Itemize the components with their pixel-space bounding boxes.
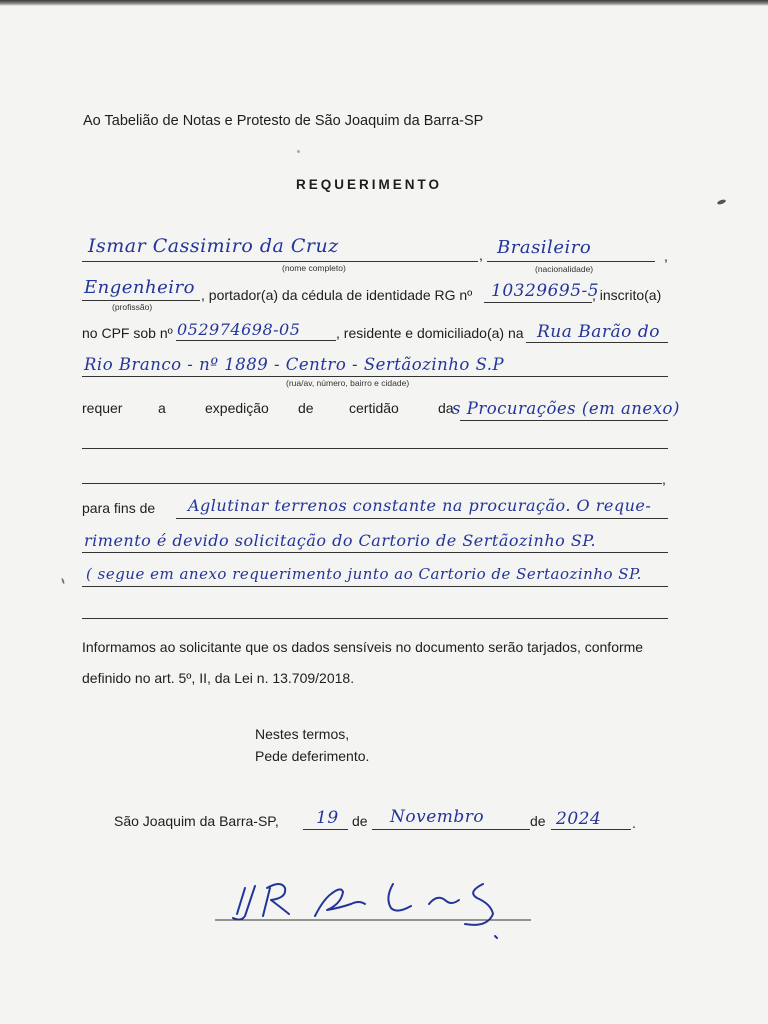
purpose-rule-1 xyxy=(176,518,668,519)
residence-label: , residente e domiciliado(a) na xyxy=(336,325,524,341)
comma: , xyxy=(479,247,483,263)
addressee: Ao Tabelião de Notas e Protesto de São Joaquim da Barra-SP xyxy=(83,113,484,129)
date-de-2: de xyxy=(530,813,546,829)
purpose-line-2: rimento é devido solicitação do Cartorio de Sertãozinho SP. xyxy=(84,531,596,550)
nationality-line xyxy=(487,261,655,262)
profession-line xyxy=(82,300,200,301)
page-title: REQUERIMENTO xyxy=(296,177,443,192)
purpose-line-3: ( segue em anexo requerimento junto ao Cartorio de Sertaozinho SP. xyxy=(86,565,642,583)
purpose-rule-3 xyxy=(82,586,668,587)
date-de-1: de xyxy=(352,813,368,829)
name-caption: (nome completo) xyxy=(282,263,346,273)
applicant-profession: Engenheiro xyxy=(84,277,195,298)
applicant-nationality: Brasileiro xyxy=(497,237,592,258)
rg-line xyxy=(484,302,592,303)
certidao-subject: s Procurações (em anexo) xyxy=(452,399,680,418)
cpf-line xyxy=(176,340,336,341)
name-line xyxy=(82,261,478,262)
request-word-2: a xyxy=(158,400,166,416)
month-line xyxy=(372,829,530,830)
blank-line-2 xyxy=(82,483,662,484)
request-word-5: certidão xyxy=(349,400,399,416)
period: . xyxy=(632,815,636,831)
scan-speck xyxy=(61,578,65,584)
closing-line-2: Pede deferimento. xyxy=(255,748,370,764)
date-place: São Joaquim da Barra-SP, xyxy=(114,813,279,829)
request-word-4: de xyxy=(298,400,314,416)
rg-label: , portador(a) da cédula de identidade RG nº xyxy=(201,287,473,303)
applicant-cpf: 052974698-05 xyxy=(177,320,301,339)
purpose-rule-2 xyxy=(82,552,668,553)
scan-speck xyxy=(297,150,301,154)
address-line-1-rule xyxy=(526,342,668,343)
date-year: 2024 xyxy=(556,809,602,829)
address-line-2: Rio Branco - nº 1889 - Centro - Sertãozinho S.P xyxy=(84,355,505,374)
day-line xyxy=(303,829,348,830)
inscrito-label: , inscrito(a) xyxy=(592,287,662,303)
purpose-label: para fins de xyxy=(82,500,156,516)
comma: , xyxy=(664,248,668,264)
nationality-caption: (nacionalidade) xyxy=(535,264,594,274)
closing-line-1: Nestes termos, xyxy=(255,726,350,742)
scan-speck xyxy=(717,199,727,206)
signature xyxy=(215,870,535,945)
request-word-6: da xyxy=(438,400,454,416)
address-line-1: Rua Barão do xyxy=(537,322,660,342)
notice-line-1: Informamos ao solicitante que os dados sensíveis no documento serão tarjados, conforme xyxy=(82,639,644,655)
request-word-1: requer xyxy=(82,400,123,416)
date-month: Novembro xyxy=(390,807,485,827)
applicant-name: Ismar Cassimiro da Cruz xyxy=(88,235,339,257)
address-line-2-rule xyxy=(82,376,668,377)
cpf-label: no CPF sob nº xyxy=(82,325,173,341)
address-caption: (rua/av, número, bairro e cidade) xyxy=(286,378,410,388)
date-day: 19 xyxy=(316,808,339,828)
request-word-3: expedição xyxy=(205,400,269,416)
comma: , xyxy=(662,471,666,487)
blank-line-1 xyxy=(82,448,668,449)
scan-top-edge xyxy=(0,0,768,6)
year-line xyxy=(551,829,631,830)
certidao-line xyxy=(460,420,668,421)
purpose-line-1: Aglutinar terrenos constante na procuração. O reque- xyxy=(188,496,652,515)
purpose-rule-4 xyxy=(82,618,668,619)
applicant-rg: 10329695-5 xyxy=(491,281,600,301)
profession-caption: (profissão) xyxy=(112,302,153,312)
notice-line-2: definido no art. 5º, II, da Lei n. 13.709/2018. xyxy=(82,670,355,686)
